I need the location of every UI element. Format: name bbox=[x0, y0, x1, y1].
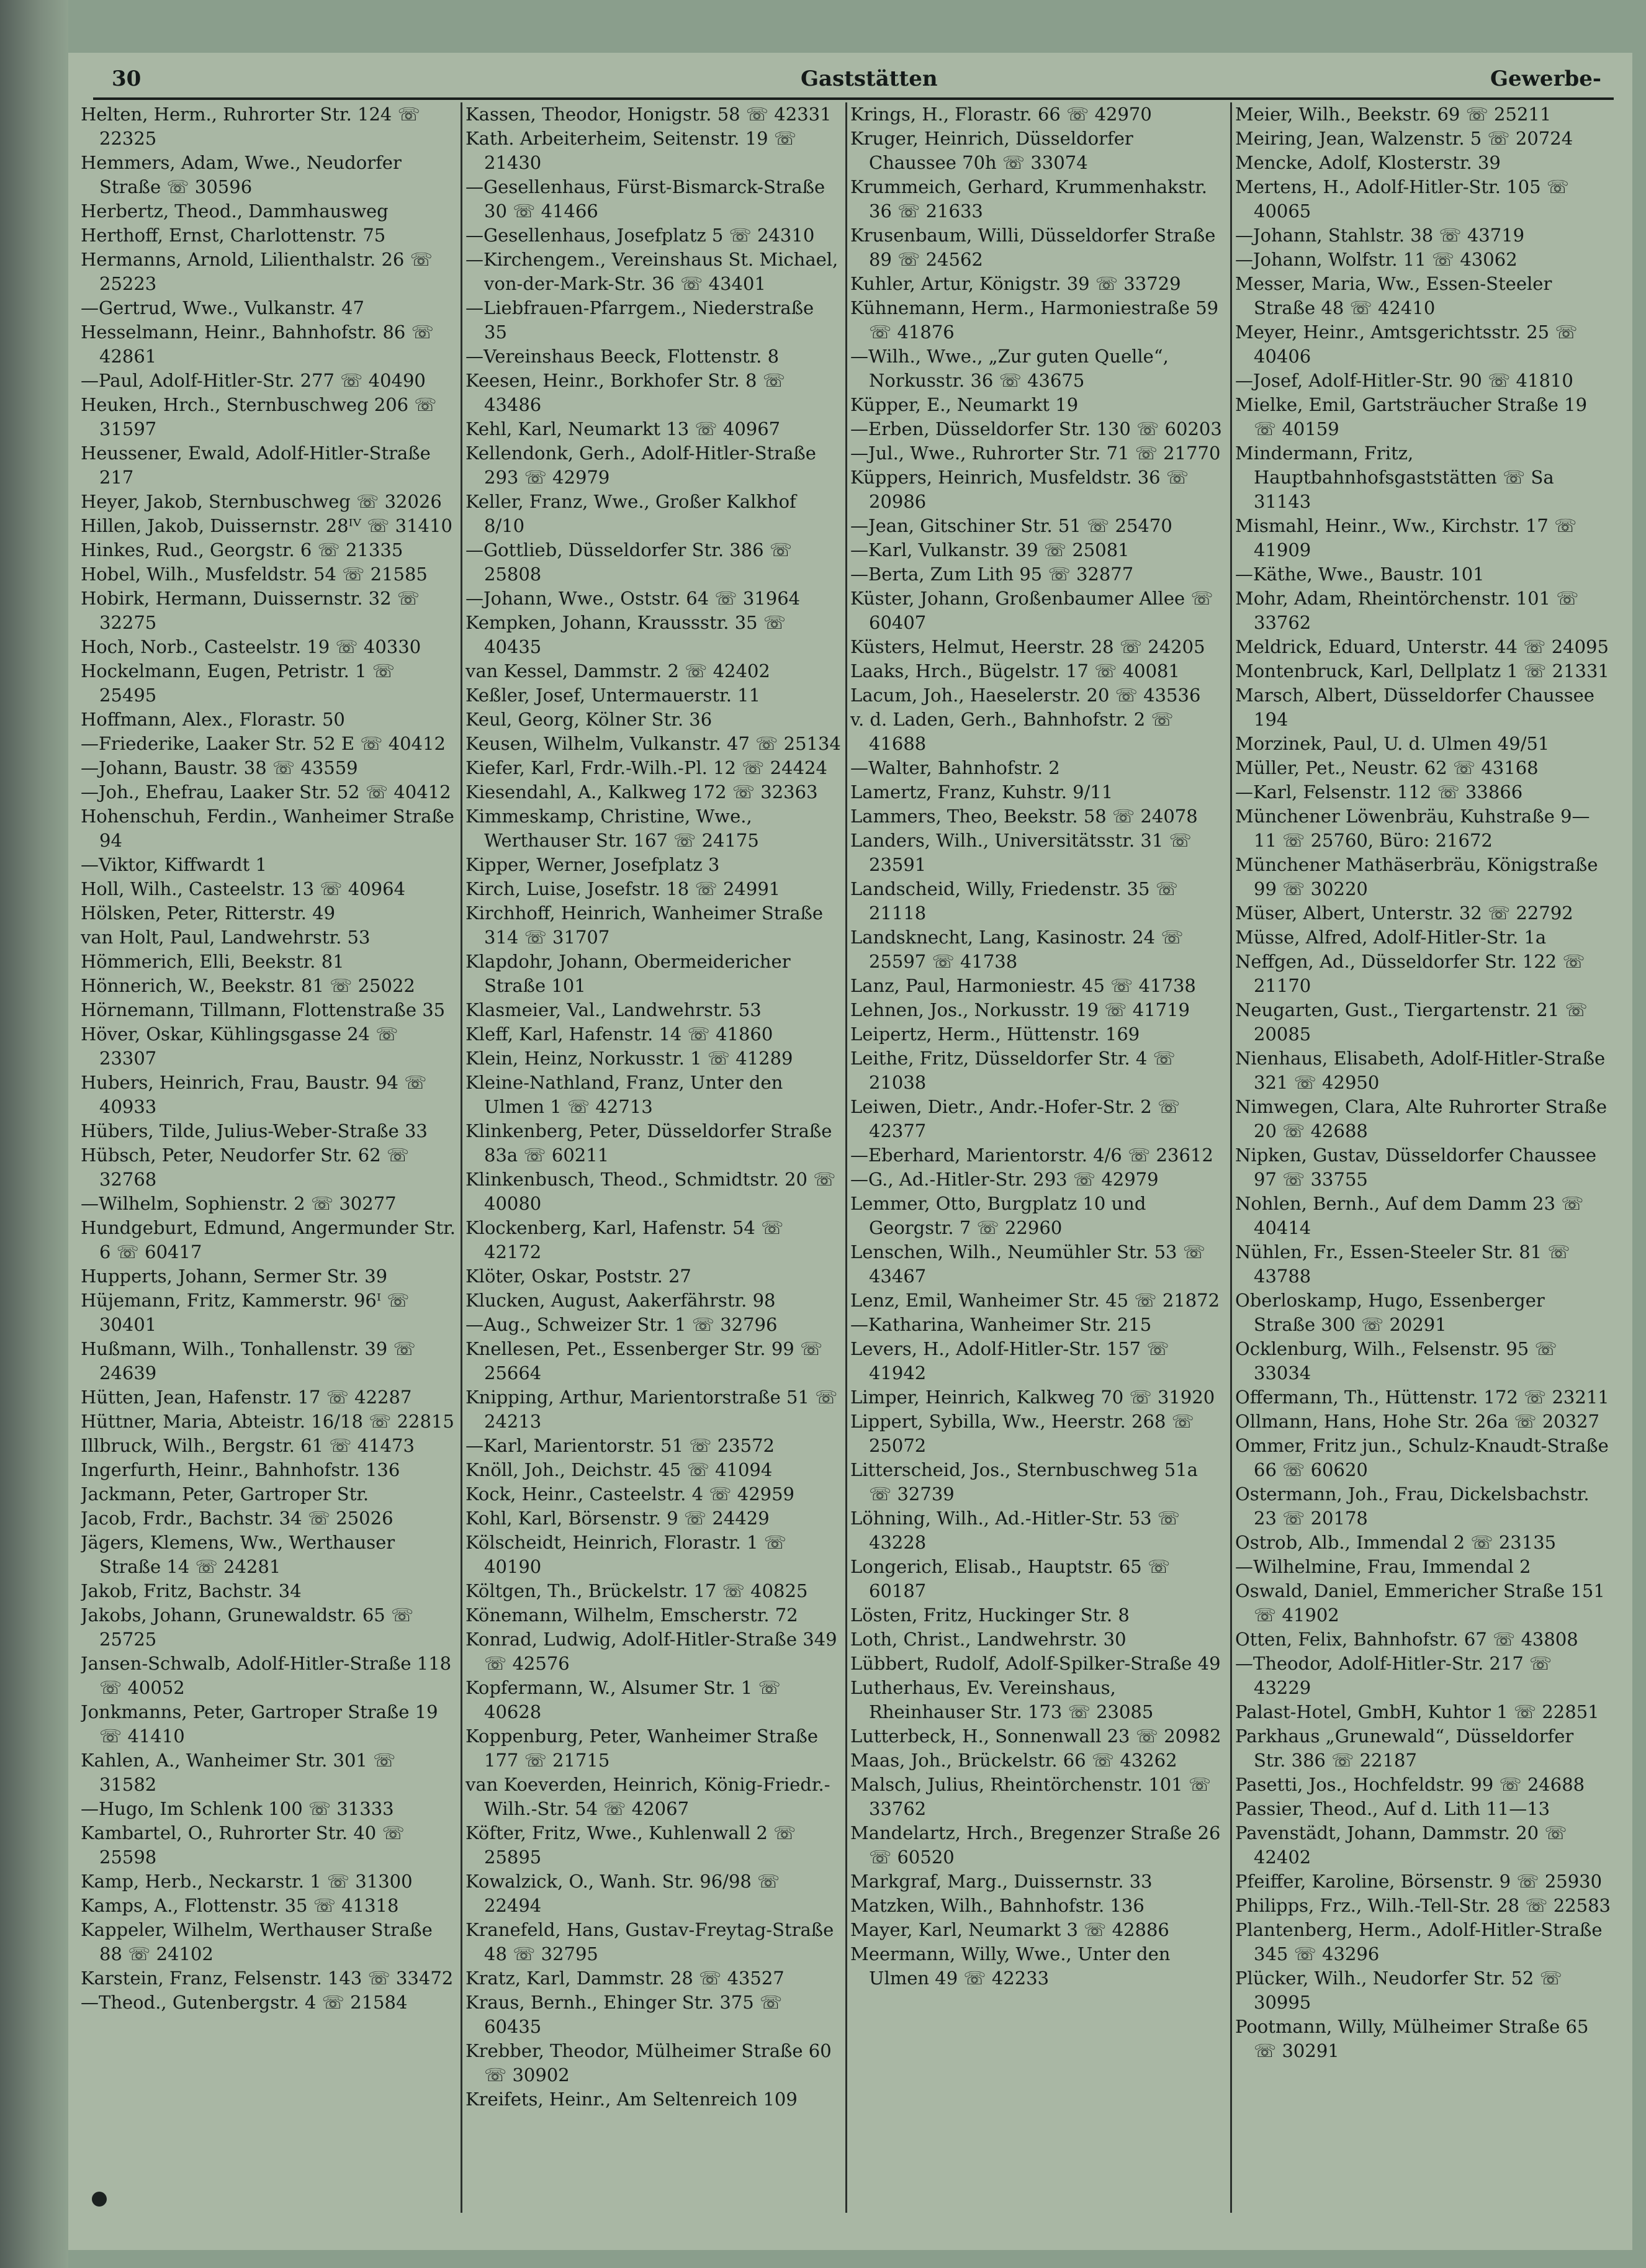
directory-entry: Keßler, Josef, Untermauerstr. 11 bbox=[465, 685, 761, 706]
directory-entry: Klasmeier, Val., Landwehrstr. 53 bbox=[465, 999, 762, 1020]
directory-entry: Meyer, Heinr., Amtsgerichtsstr. 25 ☏ 40406 bbox=[1235, 322, 1578, 367]
directory-entry: Oswald, Daniel, Emmericher Straße 151 ☏ 41902 bbox=[1235, 1580, 1605, 1626]
directory-entry: Hesselmann, Heinr., Bahnhofstr. 86 ☏ 42861 bbox=[81, 322, 434, 367]
directory-entry: Meiring, Jean, Walzenstr. 5 ☏ 20724 bbox=[1235, 128, 1573, 149]
directory-entry: Hemmers, Adam, Wwe., Neudorfer Straße ☏ 30596 bbox=[81, 152, 402, 197]
directory-entry: Marsch, Albert, Düsseldorfer Chaussee 194 bbox=[1235, 685, 1594, 730]
directory-entry: Mohr, Adam, Rheintörchenstr. 101 ☏ 33762 bbox=[1235, 588, 1579, 633]
directory-entry: Neugarten, Gust., Tiergartenstr. 21 ☏ 20085 bbox=[1235, 999, 1588, 1045]
directory-entry: —Wilhelmine, Frau, Immendal 2 bbox=[1235, 1556, 1531, 1577]
directory-entry: Palast-Hotel, GmbH, Kuhtor 1 ☏ 22851 bbox=[1235, 1701, 1599, 1722]
directory-entry: Lösten, Fritz, Huckinger Str. 8 bbox=[850, 1604, 1130, 1626]
directory-entry: —Johann, Baustr. 38 ☏ 43559 bbox=[81, 757, 358, 778]
directory-entry: Landscheid, Willy, Friedenstr. 35 ☏ 21118 bbox=[850, 878, 1178, 924]
directory-entry: Klockenberg, Karl, Hafenstr. 54 ☏ 42172 bbox=[465, 1217, 784, 1262]
directory-entry: Heussener, Ewald, Adolf-Hitler-Straße 217 bbox=[81, 443, 431, 488]
directory-entry: Laaks, Hrch., Bügelstr. 17 ☏ 40081 bbox=[850, 660, 1180, 682]
directory-entry: —Friederike, Laaker Str. 52 E ☏ 40412 bbox=[81, 733, 446, 754]
directory-entry: Lutterbeck, H., Sonnenwall 23 ☏ 20982 bbox=[850, 1726, 1221, 1747]
directory-entry: Holl, Wilh., Casteelstr. 13 ☏ 40964 bbox=[81, 878, 406, 899]
directory-entry: Philipps, Frz., Wilh.-Tell-Str. 28 ☏ 22583 bbox=[1235, 1895, 1611, 1916]
directory-entry: —Walter, Bahnhofstr. 2 bbox=[850, 757, 1060, 778]
directory-entry: Kühnemann, Herm., Harmoniestraße 59 ☏ 41876 bbox=[850, 297, 1219, 343]
directory-entry: Münchener Mathäserbräu, Königstraße 99 ☏ 30220 bbox=[1235, 854, 1598, 899]
directory-entry: Kath. Arbeiterheim, Seitenstr. 19 ☏ 21430 bbox=[465, 128, 797, 173]
directory-entry: Hupperts, Johann, Sermer Str. 39 bbox=[81, 1266, 388, 1287]
directory-entry: Lübbert, Rudolf, Adolf-Spilker-Straße 49 bbox=[850, 1653, 1221, 1674]
directory-entry: —Erben, Düsseldorfer Str. 130 ☏ 60203 bbox=[850, 418, 1222, 439]
directory-entry: Herbertz, Theod., Dammhausweg bbox=[81, 200, 389, 222]
directory-entry: Limper, Heinrich, Kalkweg 70 ☏ 31920 bbox=[850, 1387, 1215, 1408]
directory-entry: Kratz, Karl, Dammstr. 28 ☏ 43527 bbox=[465, 1968, 785, 1989]
directory-entry: Költgen, Th., Brückelstr. 17 ☏ 40825 bbox=[465, 1580, 808, 1601]
directory-entry: Kleine-Nathland, Franz, Unter den Ulmen 1 ☏ 42713 bbox=[465, 1072, 783, 1117]
directory-entry: Kuhler, Artur, Königstr. 39 ☏ 33729 bbox=[850, 273, 1181, 294]
directory-entry: Jonkmanns, Peter, Gartroper Straße 19 ☏ 41410 bbox=[81, 1701, 438, 1747]
directory-entry: Jakobs, Johann, Grunewaldstr. 65 ☏ 25725 bbox=[81, 1604, 414, 1650]
directory-entry: Krummeich, Gerhard, Krummenhakstr. 36 ☏ 21633 bbox=[850, 176, 1208, 222]
directory-entry: Mielke, Emil, Gartsträucher Straße 19 ☏ 40159 bbox=[1235, 394, 1588, 439]
directory-entry: Passier, Theod., Auf d. Lith 11—13 bbox=[1235, 1798, 1550, 1819]
directory-entry: Plücker, Wilh., Neudorfer Str. 52 ☏ 30995 bbox=[1235, 1968, 1562, 2013]
directory-entry: Hönnerich, W., Beekstr. 81 ☏ 25022 bbox=[81, 975, 415, 996]
directory-entry: Kahlen, A., Wanheimer Str. 301 ☏ 31582 bbox=[81, 1750, 396, 1795]
directory-entry: —Katharina, Wanheimer Str. 215 bbox=[850, 1314, 1152, 1335]
directory-entry: van Koeverden, Heinrich, König-Friedr.-Wilh.-Str. 54 ☏ 42067 bbox=[465, 1774, 830, 1819]
column-1 bbox=[81, 102, 456, 2219]
directory-entry: Klöter, Oskar, Poststr. 27 bbox=[465, 1266, 691, 1287]
directory-entry: Lenz, Emil, Wanheimer Str. 45 ☏ 21872 bbox=[850, 1290, 1220, 1311]
directory-entry: —Wilhelm, Sophienstr. 2 ☏ 30277 bbox=[81, 1193, 397, 1214]
directory-entry: —Gottlieb, Düsseldorfer Str. 386 ☏ 25808 bbox=[465, 539, 793, 585]
directory-entry: —Karl, Felsenstr. 112 ☏ 33866 bbox=[1235, 781, 1523, 803]
directory-entry: Lanz, Paul, Harmoniestr. 45 ☏ 41738 bbox=[850, 975, 1196, 996]
directory-entry: Kirch, Luise, Josefstr. 18 ☏ 24991 bbox=[465, 878, 781, 899]
directory-entry: Keul, Georg, Kölner Str. 36 bbox=[465, 709, 713, 730]
directory-entry: Nühlen, Fr., Essen-Steeler Str. 81 ☏ 43788 bbox=[1235, 1241, 1570, 1287]
directory-entry: Lemmer, Otto, Burgplatz 10 und Georgstr. 7 ☏ 22960 bbox=[850, 1193, 1146, 1238]
directory-entry: v. d. Laden, Gerh., Bahnhofstr. 2 ☏ 41688 bbox=[850, 709, 1174, 754]
directory-entry: Plantenberg, Herm., Adolf-Hitler-Straße 345 ☏ 43296 bbox=[1235, 1919, 1603, 1964]
directory-entry: Mandelartz, Hrch., Bregenzer Straße 26 ☏ 60520 bbox=[850, 1822, 1221, 1868]
directory-entry: Klein, Heinz, Norkusstr. 1 ☏ 41289 bbox=[465, 1048, 793, 1069]
directory-entry: Otten, Felix, Bahnhofstr. 67 ☏ 43808 bbox=[1235, 1629, 1578, 1650]
directory-entry: Offermann, Th., Hüttenstr. 172 ☏ 23211 bbox=[1235, 1387, 1609, 1408]
directory-entry: Jägers, Klemens, Ww., Werthauser Straße 14 ☏ 24281 bbox=[81, 1532, 395, 1577]
directory-entry: Kruger, Heinrich, Düsseldorfer Chaussee 70h ☏ 33074 bbox=[850, 128, 1133, 173]
directory-entry: Nohlen, Bernh., Auf dem Damm 23 ☏ 40414 bbox=[1235, 1193, 1584, 1238]
directory-entry: Krings, H., Florastr. 66 ☏ 42970 bbox=[850, 104, 1152, 125]
directory-entry: Hüttner, Maria, Abteistr. 16/18 ☏ 22815 bbox=[81, 1411, 454, 1432]
directory-entry: Parkhaus „Grunewald“, Düsseldorfer Str. 386 ☏ 22187 bbox=[1235, 1726, 1574, 1771]
directory-entry: Kehl, Karl, Neumarkt 13 ☏ 40967 bbox=[465, 418, 781, 439]
directory-entry: Jansen-Schwalb, Adolf-Hitler-Straße 118 ☏ 40052 bbox=[81, 1653, 452, 1698]
directory-entry: Klapdohr, Johann, Obermeidericher Straße 101 bbox=[465, 951, 791, 996]
directory-entry: Karstein, Franz, Felsenstr. 143 ☏ 33472 bbox=[81, 1968, 454, 1989]
directory-entry: Kopfermann, W., Alsumer Str. 1 ☏ 40628 bbox=[465, 1677, 781, 1722]
directory-entry: Landers, Wilh., Universitätsstr. 31 ☏ 23591 bbox=[850, 830, 1192, 875]
directory-entry: Nipken, Gustav, Düsseldorfer Chaussee 97 ☏ 33755 bbox=[1235, 1145, 1597, 1190]
directory-entry: —Theodor, Adolf-Hitler-Str. 217 ☏ 43229 bbox=[1235, 1653, 1552, 1698]
directory-entry: Krebber, Theodor, Mülheimer Straße 60 ☏ 30902 bbox=[465, 2040, 832, 2086]
directory-entry: Mencke, Adolf, Klosterstr. 39 bbox=[1235, 152, 1501, 173]
directory-entry: Klinkenberg, Peter, Düsseldorfer Straße 83a ☏ 60211 bbox=[465, 1120, 832, 1166]
directory-entry: Hinkes, Rud., Georgstr. 6 ☏ 21335 bbox=[81, 539, 403, 560]
directory-entry: Kohl, Karl, Börsenstr. 9 ☏ 24429 bbox=[465, 1508, 770, 1529]
directory-entry: Maas, Joh., Brückelstr. 66 ☏ 43262 bbox=[850, 1750, 1177, 1771]
directory-entry: Mindermann, Fritz, Hauptbahnhofsgaststätten ☏ Sa 31143 bbox=[1235, 443, 1554, 512]
directory-entry: Höver, Oskar, Kühlingsgasse 24 ☏ 23307 bbox=[81, 1024, 398, 1069]
directory-entry: Hölsken, Peter, Ritterstr. 49 bbox=[81, 902, 336, 924]
directory-entry: Hübers, Tilde, Julius-Weber-Straße 33 bbox=[81, 1120, 428, 1141]
directory-entry: —Käthe, Wwe., Baustr. 101 bbox=[1235, 564, 1485, 585]
directory-entry: Longerich, Elisab., Hauptstr. 65 ☏ 60187 bbox=[850, 1556, 1171, 1601]
directory-entry: Pasetti, Jos., Hochfeldstr. 99 ☏ 24688 bbox=[1235, 1774, 1585, 1795]
directory-entry: Kranefeld, Hans, Gustav-Freytag-Straße 48 ☏ 32795 bbox=[465, 1919, 834, 1964]
directory-entry: Lenschen, Wilh., Neumühler Str. 53 ☏ 43467 bbox=[850, 1241, 1205, 1287]
directory-entry: —Paul, Adolf-Hitler-Str. 277 ☏ 40490 bbox=[81, 370, 426, 391]
directory-entry: Kraus, Bernh., Ehinger Str. 375 ☏ 60435 bbox=[465, 1992, 783, 2037]
directory-entry: Hütten, Jean, Hafenstr. 17 ☏ 42287 bbox=[81, 1387, 412, 1408]
directory-entry: Leipertz, Herm., Hüttenstr. 169 bbox=[850, 1024, 1140, 1045]
directory-entry: —Aug., Schweizer Str. 1 ☏ 32796 bbox=[465, 1314, 778, 1335]
directory-entry: Knipping, Arthur, Marientorstraße 51 ☏ 24213 bbox=[465, 1387, 838, 1432]
directory-entry: —Johann, Wwe., Oststr. 64 ☏ 31964 bbox=[465, 588, 801, 609]
directory-entry: Hermanns, Arnold, Lilienthalstr. 26 ☏ 25223 bbox=[81, 249, 433, 294]
directory-entry: Leiwen, Dietr., Andr.-Hofer-Str. 2 ☏ 42377 bbox=[850, 1096, 1181, 1141]
directory-entry: —Johann, Wolfstr. 11 ☏ 43062 bbox=[1235, 249, 1518, 270]
directory-entry: Jacob, Frdr., Bachstr. 34 ☏ 25026 bbox=[81, 1508, 394, 1529]
column-divider bbox=[461, 102, 462, 2213]
directory-entry: Münchener Löwenbräu, Kuhstraße 9—11 ☏ 25760, Büro: 21672 bbox=[1235, 806, 1590, 851]
directory-entry: —Kirchengem., Vereinshaus St. Michael, von-der-Mark-Str. 36 ☏ 43401 bbox=[465, 249, 839, 294]
directory-entry: Knellesen, Pet., Essenberger Str. 99 ☏ 25664 bbox=[465, 1338, 823, 1384]
section-title: Gaststätten bbox=[801, 66, 938, 91]
directory-entry: Nimwegen, Clara, Alte Ruhrorter Straße 20 ☏ 42688 bbox=[1235, 1096, 1608, 1141]
directory-entry: Kirchhoff, Heinrich, Wanheimer Straße 314 ☏ 31707 bbox=[465, 902, 824, 948]
directory-entry: Müller, Pet., Neustr. 62 ☏ 43168 bbox=[1235, 757, 1539, 778]
directory-entry: Hoffmann, Alex., Florastr. 50 bbox=[81, 709, 345, 730]
directory-entry: Morzinek, Paul, U. d. Ulmen 49/51 bbox=[1235, 733, 1550, 754]
directory-entry: Keesen, Heinr., Borkhofer Str. 8 ☏ 43486 bbox=[465, 370, 785, 415]
directory-entry: —Karl, Vulkanstr. 39 ☏ 25081 bbox=[850, 539, 1130, 560]
directory-entry: Kassen, Theodor, Honigstr. 58 ☏ 42331 bbox=[465, 104, 832, 125]
directory-entry: Neffgen, Ad., Düsseldorfer Str. 122 ☏ 21170 bbox=[1235, 951, 1585, 996]
category-label: Gewerbe- bbox=[1490, 66, 1601, 91]
directory-entry: Herthoff, Ernst, Charlottenstr. 75 bbox=[81, 225, 386, 246]
directory-entry: Löhning, Wilh., Ad.-Hitler-Str. 53 ☏ 43228 bbox=[850, 1508, 1181, 1553]
directory-entry: Koppenburg, Peter, Wanheimer Straße 177 ☏ 21715 bbox=[465, 1726, 819, 1771]
directory-entry: —Eberhard, Marientorstr. 4/6 ☏ 23612 bbox=[850, 1145, 1213, 1166]
directory-entry: Hüjemann, Fritz, Kammerstr. 96ᴵ ☏ 30401 bbox=[81, 1290, 410, 1335]
directory-entry: Lacum, Joh., Haeselerstr. 20 ☏ 43536 bbox=[850, 685, 1201, 706]
directory-entry: Lehnen, Jos., Norkusstr. 19 ☏ 41719 bbox=[850, 999, 1190, 1020]
directory-entry: Helten, Herm., Ruhrorter Str. 124 ☏ 22325 bbox=[81, 104, 420, 149]
directory-entry: Klinkenbusch, Theod., Schmidtstr. 20 ☏ 40080 bbox=[465, 1169, 836, 1214]
directory-entry: Knöll, Joh., Deichstr. 45 ☏ 41094 bbox=[465, 1459, 773, 1480]
directory-entry: Ommer, Fritz jun., Schulz-Knaudt-Straße 66 ☏ 60620 bbox=[1235, 1435, 1609, 1480]
page-number: 30 bbox=[112, 66, 142, 91]
directory-entry: Kiefer, Karl, Frdr.-Wilh.-Pl. 12 ☏ 24424 bbox=[465, 757, 827, 778]
directory-page bbox=[68, 53, 1632, 2250]
directory-entry: —Vereinshaus Beeck, Flottenstr. 8 bbox=[465, 346, 780, 367]
punch-hole-mark bbox=[92, 2192, 107, 2207]
directory-entry: Mertens, H., Adolf-Hitler-Str. 105 ☏ 40065 bbox=[1235, 176, 1570, 222]
directory-entry: Keller, Franz, Wwe., Großer Kalkhof 8/10 bbox=[465, 491, 796, 536]
directory-entry: Ostrob, Alb., Immendal 2 ☏ 23135 bbox=[1235, 1532, 1557, 1553]
page-header bbox=[87, 60, 1614, 104]
directory-entry: —Gertrud, Wwe., Vulkanstr. 47 bbox=[81, 297, 364, 318]
directory-entry: Jakob, Fritz, Bachstr. 34 bbox=[81, 1580, 302, 1601]
directory-entry: Meier, Wilh., Beekstr. 69 ☏ 25211 bbox=[1235, 104, 1552, 125]
directory-entry: Mismahl, Heinr., Ww., Kirchstr. 17 ☏ 41909 bbox=[1235, 515, 1577, 560]
directory-entry: Loth, Christ., Landwehrstr. 30 bbox=[850, 1629, 1127, 1650]
directory-entry: Kamps, A., Flottenstr. 35 ☏ 41318 bbox=[81, 1895, 399, 1916]
directory-entry: Küppers, Heinrich, Musfeldstr. 36 ☏ 20986 bbox=[850, 467, 1189, 512]
directory-entry: —Viktor, Kiffwardt 1 bbox=[81, 854, 267, 875]
directory-entry: Ocklenburg, Wilh., Felsenstr. 95 ☏ 33034 bbox=[1235, 1338, 1557, 1384]
directory-entry: Klucken, August, Aakerfährstr. 98 bbox=[465, 1290, 776, 1311]
directory-entry: Küsters, Helmut, Heerstr. 28 ☏ 24205 bbox=[850, 636, 1205, 657]
directory-entry: Kempken, Johann, Kraussstr. 35 ☏ 40435 bbox=[465, 612, 786, 657]
directory-entry: —G., Ad.-Hitler-Str. 293 ☏ 42979 bbox=[850, 1169, 1159, 1190]
directory-entry: Müsse, Alfred, Adolf-Hitler-Str. 1a bbox=[1235, 927, 1547, 948]
directory-entry: Kipper, Werner, Josefplatz 3 bbox=[465, 854, 720, 875]
directory-entry: Messer, Maria, Ww., Essen-Steeler Straße 48 ☏ 42410 bbox=[1235, 273, 1552, 318]
directory-entry: Landsknecht, Lang, Kasinostr. 24 ☏ 25597 ☏ 41738 bbox=[850, 927, 1184, 972]
directory-entry: Kiesendahl, A., Kalkweg 172 ☏ 32363 bbox=[465, 781, 818, 803]
directory-entry: Kellendonk, Gerh., Adolf-Hitler-Straße 293 ☏ 42979 bbox=[465, 443, 816, 488]
directory-entry: Hockelmann, Eugen, Petristr. 1 ☏ 25495 bbox=[81, 660, 395, 706]
directory-entry: Oberloskamp, Hugo, Essenberger Straße 300 ☏ 20291 bbox=[1235, 1290, 1545, 1335]
directory-entry: Kleff, Karl, Hafenstr. 14 ☏ 41860 bbox=[465, 1024, 773, 1045]
directory-entry: Hillen, Jakob, Duissernstr. 28ᴵⱽ ☏ 31410 bbox=[81, 515, 452, 536]
directory-entry: Kambartel, O., Ruhrorter Str. 40 ☏ 25598 bbox=[81, 1822, 405, 1868]
directory-entry: Müser, Albert, Unterstr. 32 ☏ 22792 bbox=[1235, 902, 1573, 924]
directory-entry: Hundgeburt, Edmund, Angermunder Str. 6 ☏ 60417 bbox=[81, 1217, 456, 1262]
directory-entry: Hubers, Heinrich, Frau, Baustr. 94 ☏ 40933 bbox=[81, 1072, 427, 1117]
directory-entry: Matzken, Wilh., Bahnhofstr. 136 bbox=[850, 1895, 1145, 1916]
directory-entry: Pavenstädt, Johann, Dammstr. 20 ☏ 42402 bbox=[1235, 1822, 1567, 1868]
directory-entry: Hömmerich, Elli, Beekstr. 81 bbox=[81, 951, 344, 972]
directory-entry: Lammers, Theo, Beekstr. 58 ☏ 24078 bbox=[850, 806, 1198, 827]
directory-entry: Kimmeskamp, Christine, Wwe., Werthauser Str. 167 ☏ 24175 bbox=[465, 806, 759, 851]
directory-entry: Kock, Heinr., Casteelstr. 4 ☏ 42959 bbox=[465, 1483, 795, 1505]
directory-entry: Kowalzick, O., Wanh. Str. 96/98 ☏ 22494 bbox=[465, 1871, 780, 1916]
directory-entry: van Kessel, Dammstr. 2 ☏ 42402 bbox=[465, 660, 770, 682]
directory-entry: Heyer, Jakob, Sternbuschweg ☏ 32026 bbox=[81, 491, 442, 512]
directory-entry: Kappeler, Wilhelm, Werthauser Straße 88 ☏ 24102 bbox=[81, 1919, 433, 1964]
directory-entry: —Jean, Gitschiner Str. 51 ☏ 25470 bbox=[850, 515, 1172, 536]
directory-entry: Hoch, Norb., Casteelstr. 19 ☏ 40330 bbox=[81, 636, 421, 657]
directory-entry: Hübsch, Peter, Neudorfer Str. 62 ☏ 32768 bbox=[81, 1145, 410, 1190]
directory-entry: Heuken, Hrch., Sternbuschweg 206 ☏ 31597 bbox=[81, 394, 437, 439]
directory-entry: Nienhaus, Elisabeth, Adolf-Hitler-Straße 321 ☏ 42950 bbox=[1235, 1048, 1606, 1093]
directory-entry: —Hugo, Im Schlenk 100 ☏ 31333 bbox=[81, 1798, 394, 1819]
directory-entry: Küster, Johann, Großenbaumer Allee ☏ 60407 bbox=[850, 588, 1213, 633]
directory-entry: —Johann, Stahlstr. 38 ☏ 43719 bbox=[1235, 225, 1525, 246]
directory-entry: Keusen, Wilhelm, Vulkanstr. 47 ☏ 25134 bbox=[465, 733, 841, 754]
directory-entry: Mayer, Karl, Neumarkt 3 ☏ 42886 bbox=[850, 1919, 1169, 1940]
directory-entry: Köfter, Fritz, Wwe., Kuhlenwall 2 ☏ 25895 bbox=[465, 1822, 796, 1868]
directory-entry: —Gesellenhaus, Josefplatz 5 ☏ 24310 bbox=[465, 225, 815, 246]
directory-entry: —Josef, Adolf-Hitler-Str. 90 ☏ 41810 bbox=[1235, 370, 1573, 391]
directory-entry: Könemann, Wilhelm, Emscherstr. 72 bbox=[465, 1604, 798, 1626]
directory-entry: —Gesellenhaus, Fürst-Bismarck-Straße 30 ☏ 41466 bbox=[465, 176, 825, 222]
column-3 bbox=[850, 102, 1226, 2219]
directory-entry: Levers, H., Adolf-Hitler-Str. 157 ☏ 41942 bbox=[850, 1338, 1169, 1384]
column-divider bbox=[1230, 102, 1232, 2213]
directory-entry: Hobirk, Hermann, Duissernstr. 32 ☏ 32275 bbox=[81, 588, 420, 633]
directory-entry: Litterscheid, Jos., Sternbuschweg 51a ☏ 32739 bbox=[850, 1459, 1198, 1505]
directory-entry: Leithe, Fritz, Düsseldorfer Str. 4 ☏ 21038 bbox=[850, 1048, 1176, 1093]
directory-entry: Lamertz, Franz, Kuhstr. 9/11 bbox=[850, 781, 1113, 803]
directory-entry: van Holt, Paul, Landwehrstr. 53 bbox=[81, 927, 371, 948]
directory-entry: Markgraf, Marg., Duissernstr. 33 bbox=[850, 1871, 1153, 1892]
directory-entry: Hörnemann, Tillmann, Flottenstraße 35 bbox=[81, 999, 446, 1020]
directory-entry: —Theod., Gutenbergstr. 4 ☏ 21584 bbox=[81, 1992, 408, 2013]
directory-entry: Jackmann, Peter, Gartroper Str. bbox=[81, 1483, 369, 1505]
directory-entry: —Joh., Ehefrau, Laaker Str. 52 ☏ 40412 bbox=[81, 781, 451, 803]
directory-entry: —Jul., Wwe., Ruhrorter Str. 71 ☏ 21770 bbox=[850, 443, 1221, 464]
directory-entry: Kamp, Herb., Neckarstr. 1 ☏ 31300 bbox=[81, 1871, 413, 1892]
directory-entry: Ostermann, Joh., Frau, Dickelsbachstr. 23 ☏ 20178 bbox=[1235, 1483, 1590, 1529]
column-4 bbox=[1235, 102, 1611, 2219]
directory-entry: Hohenschuh, Ferdin., Wanheimer Straße 94 bbox=[81, 806, 454, 851]
directory-entry: Kölscheidt, Heinrich, Florastr. 1 ☏ 40190 bbox=[465, 1532, 787, 1577]
directory-entry: Pootmann, Willy, Mülheimer Straße 65 ☏ 30291 bbox=[1235, 2016, 1589, 2061]
directory-entry: —Liebfrauen-Pfarrgem., Niederstraße 35 bbox=[465, 297, 814, 343]
directory-entry: Krusenbaum, Willi, Düsseldorfer Straße 89 ☏ 24562 bbox=[850, 225, 1216, 270]
directory-entry: Lippert, Sybilla, Ww., Heerstr. 268 ☏ 25072 bbox=[850, 1411, 1194, 1456]
directory-entry: —Karl, Marientorstr. 51 ☏ 23572 bbox=[465, 1435, 775, 1456]
directory-entry: Malsch, Julius, Rheintörchenstr. 101 ☏ 33762 bbox=[850, 1774, 1212, 1819]
directory-entry: Hußmann, Wilh., Tonhallenstr. 39 ☏ 24639 bbox=[81, 1338, 416, 1384]
column-2 bbox=[465, 102, 841, 2219]
directory-entry: Montenbruck, Karl, Dellplatz 1 ☏ 21331 bbox=[1235, 660, 1609, 682]
page-binding-edge bbox=[0, 0, 68, 2268]
directory-entry: Meermann, Willy, Wwe., Unter den Ulmen 49 ☏ 42233 bbox=[850, 1943, 1171, 1989]
directory-entry: Küpper, E., Neumarkt 19 bbox=[850, 394, 1079, 415]
directory-entry: Ingerfurth, Heinr., Bahnhofstr. 136 bbox=[81, 1459, 400, 1480]
directory-entry: —Wilh., Wwe., „Zur guten Quelle“, Norkusstr. 36 ☏ 43675 bbox=[850, 346, 1169, 391]
header-rule bbox=[93, 97, 1614, 100]
column-divider bbox=[845, 102, 847, 2213]
directory-entry: —Berta, Zum Lith 95 ☏ 32877 bbox=[850, 564, 1134, 585]
directory-entry: Illbruck, Wilh., Bergstr. 61 ☏ 41473 bbox=[81, 1435, 415, 1456]
directory-entry: Lutherhaus, Ev. Vereinshaus, Rheinhauser Str. 173 ☏ 23085 bbox=[850, 1677, 1154, 1722]
directory-entry: Konrad, Ludwig, Adolf-Hitler-Straße 349 ☏ 42576 bbox=[465, 1629, 837, 1674]
directory-entry: Ollmann, Hans, Hohe Str. 26a ☏ 20327 bbox=[1235, 1411, 1600, 1432]
directory-entry: Kreifets, Heinr., Am Seltenreich 109 bbox=[465, 2089, 798, 2110]
directory-entry: Meldrick, Eduard, Unterstr. 44 ☏ 24095 bbox=[1235, 636, 1609, 657]
directory-entry: Hobel, Wilh., Musfeldstr. 54 ☏ 21585 bbox=[81, 564, 428, 585]
directory-entry: Pfeiffer, Karoline, Börsenstr. 9 ☏ 25930 bbox=[1235, 1871, 1603, 1892]
